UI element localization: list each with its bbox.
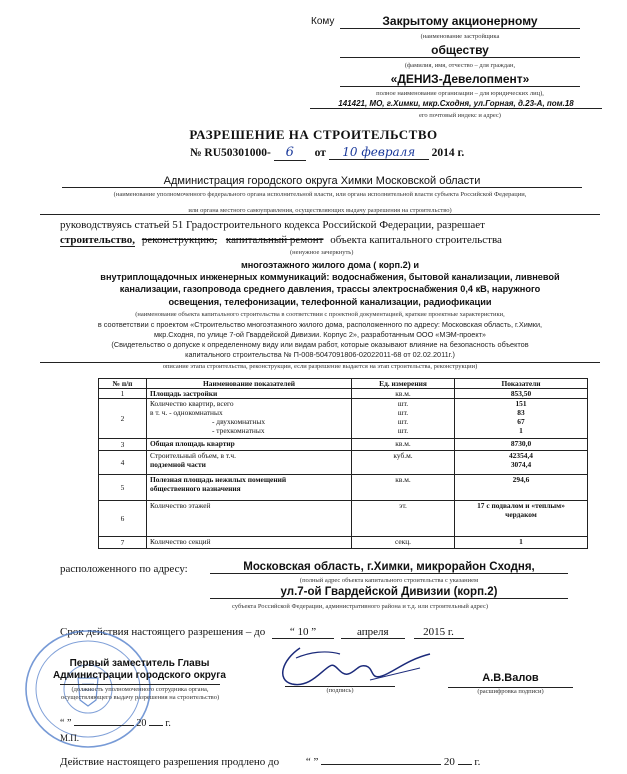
cell-unit-line: кв.м. xyxy=(395,439,411,448)
note-signature: (подпись) xyxy=(326,687,354,694)
cell-unit xyxy=(352,475,455,501)
note-unneeded: (ненужное зачеркнуть) xyxy=(290,249,354,256)
cell-value-line: 83 xyxy=(517,408,525,417)
permit-date-hand: 10 февраля xyxy=(329,145,429,160)
cell-name xyxy=(147,537,352,549)
authority-note-1: (наименование уполномоченного федерального органа исполнительной власти, или органа исполнительной власти субъекта Российской Федерации, xyxy=(113,191,527,198)
authority-name: Администрация городского округа Химки Московской области xyxy=(62,175,582,188)
cell-name-line: Количество квартир, всего xyxy=(150,399,234,408)
project-line-3: (Свидетельство о допуске к определенному виду или видам работ, которые оказывают влияние на безопасность объектов xyxy=(111,340,529,349)
validity-label: Срок действия настоящего разрешения – до xyxy=(60,626,266,638)
cell-unit-line: эт. xyxy=(399,501,407,510)
cell-name xyxy=(147,451,352,475)
table-row xyxy=(99,475,588,501)
cell-value-line: 294,6 xyxy=(512,475,530,484)
document-title: РАЗРЕШЕНИЕ НА СТРОИТЕЛЬСТВО xyxy=(189,127,438,142)
table-row xyxy=(99,439,588,451)
recipient-line-3: «ДЕНИЗ-Девелопмент» xyxy=(340,72,580,87)
cell-name-line: Площадь застройки xyxy=(150,389,218,398)
cell-unit-line: шт. xyxy=(397,399,409,408)
note-signer-name: (расшифровка подписи) xyxy=(448,687,573,695)
note-org: полное наименование организации – для юридических лиц), xyxy=(376,90,544,97)
cell-name-line: Полезная площадь нежилых помещений xyxy=(150,475,287,484)
cell-name-line: общественного назначения xyxy=(150,484,241,493)
cell-value xyxy=(455,399,588,439)
authority-note-2: или органа местного самоуправления, осуществляющих выдачу разрешения на строительство) xyxy=(40,207,600,215)
signature-year-suffix: г. xyxy=(165,718,171,729)
extension-label: Действие настоящего разрешения продлено до xyxy=(60,756,280,768)
signer-name: А.В.Валов xyxy=(482,672,539,684)
object-description xyxy=(60,259,600,308)
cell-name-line: в т. ч. - однокомнатных xyxy=(150,408,223,417)
permit-number-hand: 6 xyxy=(274,145,306,161)
cell-value-line: 17 с подвалом и «теплым» xyxy=(477,501,565,510)
extension-line xyxy=(60,756,480,768)
option-repair: капитальный ремонт xyxy=(225,234,324,246)
validity-year: 2015 г. xyxy=(414,626,464,639)
option-construction: строительство, xyxy=(60,234,136,246)
cell-value-line: 67 xyxy=(517,417,525,426)
cell-no: 2 xyxy=(99,399,147,439)
cell-no: 3 xyxy=(99,439,147,451)
table-row xyxy=(99,537,588,549)
validity-month: апреля xyxy=(341,626,405,639)
object-line-4: освещения, телефонизации, телефонной канализации, радиофикации xyxy=(168,296,492,307)
cell-no: 7 xyxy=(99,537,147,549)
cell-name-line: Количество секций xyxy=(150,537,211,546)
cell-unit xyxy=(352,537,455,549)
cell-value-line: 42354,4 xyxy=(508,451,534,460)
permit-number-prefix: № RU50301000- xyxy=(190,147,271,159)
location-line-1: Московская область, г.Химки, микрорайон Сходня, xyxy=(210,561,568,574)
cell-name-line: Строительный объем, в т.ч. xyxy=(150,451,236,460)
cell-unit-line: кв.м. xyxy=(395,475,411,484)
header-value: Показатели xyxy=(455,379,588,389)
cell-value xyxy=(455,475,588,501)
project-line-2: мкр.Сходня, по улице 7-ой Гвардейской Дивизии. Корпус 2», разработанным ООО «МЭМ-проект» xyxy=(153,330,486,339)
validity-day: “ 10 ” xyxy=(272,626,334,639)
recipient-line-1: Закрытому акционерному xyxy=(340,14,580,29)
option-reconstruction: реконструкцию, xyxy=(141,234,218,246)
permit-number-line xyxy=(190,145,464,161)
body-guided: руководствуясь статьей 51 Градостроительного кодекса Российской Федерации, разрешает xyxy=(60,219,485,231)
object-line-1: многоэтажного жилого дома ( корп.2) и xyxy=(240,260,420,270)
table-row xyxy=(99,399,588,439)
cell-value xyxy=(455,501,588,537)
recipient-address: 141421, МО, г.Химки, мкр.Сходня, ул.Горная, д.23-А, пом.18 xyxy=(310,99,602,109)
object-line-2: внутриплощадочных инженерных коммуникаций: водоснабжения, бытовой канализации, ливневой xyxy=(100,272,560,283)
signer-position xyxy=(52,658,227,682)
cell-name-line: - двухкомнатных xyxy=(212,417,266,426)
cell-value-line: 1 xyxy=(519,426,523,435)
cell-unit xyxy=(352,439,455,451)
location-label: расположенного по адресу: xyxy=(60,563,188,575)
location-note-1: (полный адрес объекта капитального строительства с указанием xyxy=(299,577,479,584)
handwritten-signature xyxy=(270,640,440,692)
cell-name xyxy=(147,389,352,399)
signature-year-prefix: 20 xyxy=(136,718,147,729)
cell-unit-line: секц. xyxy=(394,537,412,546)
note-fio: (фамилия, имя, отчество – для граждан, xyxy=(404,62,516,69)
cell-value xyxy=(455,389,588,399)
indicators-table xyxy=(98,378,588,549)
cell-no: 6 xyxy=(99,501,147,537)
object-text: объекта капитального строительства xyxy=(330,234,502,246)
cell-no: 4 xyxy=(99,451,147,475)
cell-name xyxy=(147,399,352,439)
cell-value-line: 151 xyxy=(515,399,527,408)
project-line-4: капитального строительства № П-008-5047091806-02022011-68 от 02.02.2011г.) xyxy=(185,350,455,359)
project-line-1: в соответствии с проектом «Строительство многоэтажного жилого дома, расположенного по адресу: Московская область, г.Химки, xyxy=(97,320,543,329)
cell-value-line: 8730,0 xyxy=(510,439,532,448)
cell-value-line: 853,50 xyxy=(510,389,532,398)
extension-year-suffix: г. xyxy=(474,756,481,768)
cell-unit xyxy=(352,451,455,475)
header-unit: Ед. измерения xyxy=(352,379,455,389)
cell-unit-line: куб.м. xyxy=(393,451,413,460)
cell-value xyxy=(455,537,588,549)
cell-name-line: Количество этажей xyxy=(150,501,211,510)
signer-position-line-1: Первый заместитель Главы xyxy=(69,658,210,669)
cell-unit-line: кв.м. xyxy=(395,389,411,398)
cell-value xyxy=(455,439,588,451)
stamp-place-mp: М.П. xyxy=(60,733,80,743)
header-name: Наименование показателей xyxy=(147,379,352,389)
project-description xyxy=(40,320,600,360)
cell-unit-line: шт. xyxy=(397,408,409,417)
signature-date-quotes: “ ” xyxy=(60,718,72,729)
cell-unit xyxy=(352,501,455,537)
location-note-2: субъекта Российской Федерации, административного района и т.д. или строительный адрес) xyxy=(232,603,488,610)
note-object: (наименование объекта капитального строительства в соответствии с проектной документацией, краткие проектные характеристики, xyxy=(135,311,505,318)
signature-date-line xyxy=(60,718,171,729)
table-row xyxy=(99,389,588,399)
table-row xyxy=(99,501,588,537)
cell-value-line: 3074,4 xyxy=(510,460,532,469)
recipient-line-2: обществу xyxy=(340,43,580,58)
cell-unit xyxy=(352,389,455,399)
header-no: № п/п xyxy=(99,379,147,389)
note-developer: (наименование застройщика xyxy=(420,33,500,40)
cell-name xyxy=(147,475,352,501)
komu-label: Кому xyxy=(311,16,335,27)
cell-unit-line: шт. xyxy=(397,426,409,435)
cell-value-line: чердаком xyxy=(505,510,537,519)
extension-quotes: “ ” xyxy=(305,756,319,768)
permit-from-label: от xyxy=(314,147,326,159)
body-options xyxy=(60,234,600,246)
location-line-2: ул.7-ой Гвардейской Дивизии (корп.2) xyxy=(210,586,568,599)
object-line-3: канализации, газопровода среднего давления, трассы электроснабжения 0,4 кВ, наружного xyxy=(119,284,541,295)
note-position: (должность уполномоченного сотрудника органа, осуществляющего выдачу разрешения на строительство) xyxy=(60,686,220,701)
cell-unit-line: шт. xyxy=(397,417,409,426)
extension-year-prefix: 20 xyxy=(443,756,455,768)
table-header-row xyxy=(99,379,588,389)
cell-unit xyxy=(352,399,455,439)
cell-name-line: - трехкомнатных xyxy=(212,426,265,435)
cell-name-line: подземной части xyxy=(150,460,206,469)
signer-position-line-2: Администрации городского округа xyxy=(53,670,226,681)
cell-name xyxy=(147,439,352,451)
cell-value-line: 1 xyxy=(519,537,523,546)
cell-no: 5 xyxy=(99,475,147,501)
cell-no: 1 xyxy=(99,389,147,399)
note-stage: описание этапа строительства, реконструкции, если разрешение выдается на этап строительства, реконструкции) xyxy=(40,362,600,370)
permit-year: 2014 г. xyxy=(431,147,465,159)
cell-name-line: Общая площадь квартир xyxy=(150,439,235,448)
cell-name xyxy=(147,501,352,537)
note-address: его почтовый индекс и адрес) xyxy=(419,112,501,119)
table-row xyxy=(99,451,588,475)
cell-value xyxy=(455,451,588,475)
